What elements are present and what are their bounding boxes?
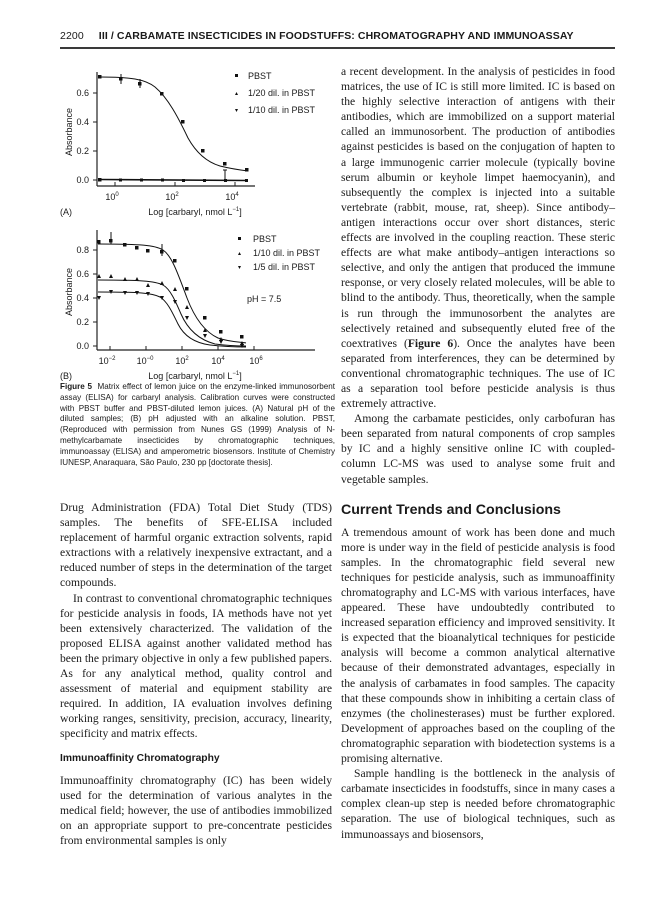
- svg-text:102: $10^2$: [175, 356, 189, 366]
- svg-text:104: $10^4$: [225, 192, 239, 202]
- svg-text:104: $10^4$: [211, 356, 225, 366]
- y-ticks: [76, 245, 97, 351]
- legend-a: [235, 71, 316, 115]
- triangle-down-marker-icon: [235, 109, 238, 112]
- x-axis-label: Log [carbaryl, nmol $L^{-1}$]: [148, 371, 242, 381]
- square-marker-icon: [235, 74, 238, 77]
- y-tick-label: 0.6: [76, 88, 89, 98]
- square-marker-icon: [238, 237, 241, 240]
- svg-text:PBST: PBST: [248, 71, 272, 81]
- svg-text:1/5 dil. in PBST: 1/5 dil. in PBST: [253, 262, 316, 272]
- svg-text:10−2: $10^{-2}$: [98, 356, 116, 366]
- y-tick-label: 0.4: [76, 117, 89, 127]
- svg-text:1/10 dil. in PBST: 1/10 dil. in PBST: [253, 248, 321, 258]
- svg-text:1/10 dil. in PBST: 1/10 dil. in PBST: [248, 105, 316, 115]
- running-header: [60, 30, 615, 48]
- y-tick-label: 0.0: [76, 175, 89, 185]
- figure-caption: [60, 382, 335, 468]
- svg-text:PBST: PBST: [253, 234, 277, 244]
- y-axis-label: Absorbance: [64, 107, 74, 157]
- y-axis-label: Absorbance: [64, 267, 74, 317]
- section-heading-current-trends: Current Trends and Conclusions: [341, 501, 561, 518]
- figure-6-reference[interactable]: Figure 6: [407, 336, 454, 350]
- svg-text:0.4: 0.4: [76, 293, 89, 303]
- paragraph: Immunoaffinity chromatography (IC) has been widely used for the determination of various analytes in the medical field; however, the use of antibodies immobilized on an appropriate support to pre-concentrate pesticides from environmental samples is only: [60, 773, 332, 847]
- svg-text:100: $10^0$: [105, 192, 119, 202]
- pbst-fit-curve: [100, 77, 248, 171]
- paragraph: Among the carbamate pesticides, only carbofuran has been separated from natural components of crop samples by IC and a highly sensitive online IC with coupled-column LC-MS was used to analyse some fruit and vegetable samples.: [341, 412, 615, 486]
- header-rule: [60, 47, 615, 49]
- pbst-fit-curve: [98, 244, 246, 343]
- svg-text:106: $10^6$: [249, 356, 263, 366]
- triangle-up-marker-icon: [235, 92, 238, 95]
- subheading-immunoaffinity: Immunoaffinity Chromatography: [60, 752, 220, 764]
- right-column: [341, 64, 615, 842]
- panel-b-label: (B): [60, 371, 72, 381]
- paragraph: Drug Administration (FDA) Total Diet Study (TDS) samples. The benefits of SFE-ELISA included replacement of harmful organic extraction solvents, rapid extractions with a relatively inexpensive extractant, and a reduced number of steps in the determination of the target compounds.: [60, 501, 332, 590]
- svg-text:0.6: 0.6: [76, 269, 89, 279]
- page-number: 2200: [60, 30, 84, 42]
- paragraph: In contrast to conventional chromatographic techniques for pesticide analysis in foods, IA methods have not yet been extensively characterized. The validation of the proposed ELISA against another validated method has been the primary objective in only a few published papers. As for any analytical method, quality control and assessment of material and equipment stability are required. In addition, IA evaluation involves defining working ranges, sensitivity, precision, accuracy, linearity, specificity and matrix effects.: [60, 591, 332, 741]
- x-ticks: [99, 346, 264, 366]
- panel-a-label: (A): [60, 207, 72, 217]
- svg-text:0.8: 0.8: [76, 245, 89, 255]
- y-ticks: [76, 88, 97, 185]
- x-axis-label: Log [carbaryl, nmol $L^{-1}$]: [148, 207, 242, 217]
- chart-a-svg: [60, 62, 340, 220]
- paragraph: Sample handling is the bottleneck in the analysis of carbamate insecticides in foodstuffs, since in many cases a complex clean-up step is needed before chromatographic separation. The use of biological techniques, such as immunoassays and biosensors,: [341, 767, 615, 841]
- running-title: III / CARBAMATE INSECTICIDES IN FOODSTUFFS: CHROMATOGRAPHY AND IMMUNOASSAY: [98, 30, 574, 42]
- svg-text:10−0: $10^{-0}$: [136, 356, 154, 366]
- svg-text:0.0: 0.0: [76, 341, 89, 351]
- paragraph: a recent development. In the analysis of pesticides in food matrices, the use of IC is still more limited. IC is based on the highly selective interaction of antigens with their antibodies, which are immobilized on a support material called an immunosorbent. The production of antibodies against pesticides is based on the conjugation of hapten to a large immunogenic carrier molecule (typically bovine serum albumin or keyhole limpet haemocyanin), and subsequently the complex is injected into a suitable vertebrate (rabbit, mouse, rat, sheep). Since antibody–antigen interactions occur over short distances, steric effects are involved in the coupling reaction. These steric effects are what make antibody–antigen interactions so selective, and only the antigen that produced the immune response, or very closely related molecules, will be able to blind to the antibody. Thus, theoretically, when the sample is run through the immunosorbent the analytes are selectively retained and subsequently eluted free of the coextratives (Figure 6). Once the analytes have been separated from interferences, they can be determined by conventional chromatographic techniques. The use of IC as a separation tool before pesticide analysis is thus extremely attractive.: [341, 65, 615, 411]
- svg-text:102: $10^2$: [165, 192, 179, 202]
- ph-annotation: pH = 7.5: [247, 294, 282, 304]
- caption-label: Figure 5: [60, 382, 92, 391]
- svg-text:0.2: 0.2: [76, 317, 89, 327]
- dil-1-5-fit-curve: [98, 292, 246, 347]
- triangle-up-marker-icon: [238, 252, 241, 255]
- pbst-points: [97, 232, 244, 339]
- caption-text: Matrix effect of lemon juice on the enzyme-linked immunosorbent assay (ELISA) for carbaryl analysis. Calibration curves were constructed with PBST buffer and PBST-diluted lemon juices. (A) Natural pH of the diluted samples; (B) pH adjusted with an alkaline solution. PBST, (Reproduced with permission from Nunes GS (1999) Analysis of N-methylcarbamate insecticides by chromatographic techniques, immunoassay (ELISA) and amperometric biosensors. Institute of Chemistry IUNESP, Anaraquara, São Paulo, 230 pp [doctorate thesis].: [60, 382, 335, 467]
- paragraph: A tremendous amount of work has been done and much more is under way in the field of pesticide analysis is food samples. In the chromatographic field several new techniques for pesticide analysis, such as immunoaffinity chromatography and LC-MS with various interfaces, have appeared. These have undoubtedly contributed to increased separation efficiency and improved sensitivity. It is expected that the bioanalytical techniques for pesticide analysis will become a common analytical alternative because of their demonstrated advantages, especially in the analysis of carbamates in food samples. The capacity that these compounds show in inhibiting a certain class of enzymes (the cholinesterases) must be further explored. Development of approaches based on the coupling of the chromatographic separation with biodetection systems is a promising alternative.: [341, 525, 615, 766]
- figure-5-panel-b: [60, 224, 340, 382]
- legend-b: [238, 234, 321, 304]
- y-tick-label: 0.2: [76, 146, 89, 156]
- left-column: [60, 500, 332, 848]
- x-ticks: [105, 182, 239, 202]
- chart-b-svg: [60, 224, 340, 382]
- triangle-down-marker-icon: [238, 266, 241, 269]
- pbst-points: [98, 74, 249, 172]
- svg-text:1/20 dil. in PBST: 1/20 dil. in PBST: [248, 88, 316, 98]
- figure-5-panel-a: [60, 62, 340, 220]
